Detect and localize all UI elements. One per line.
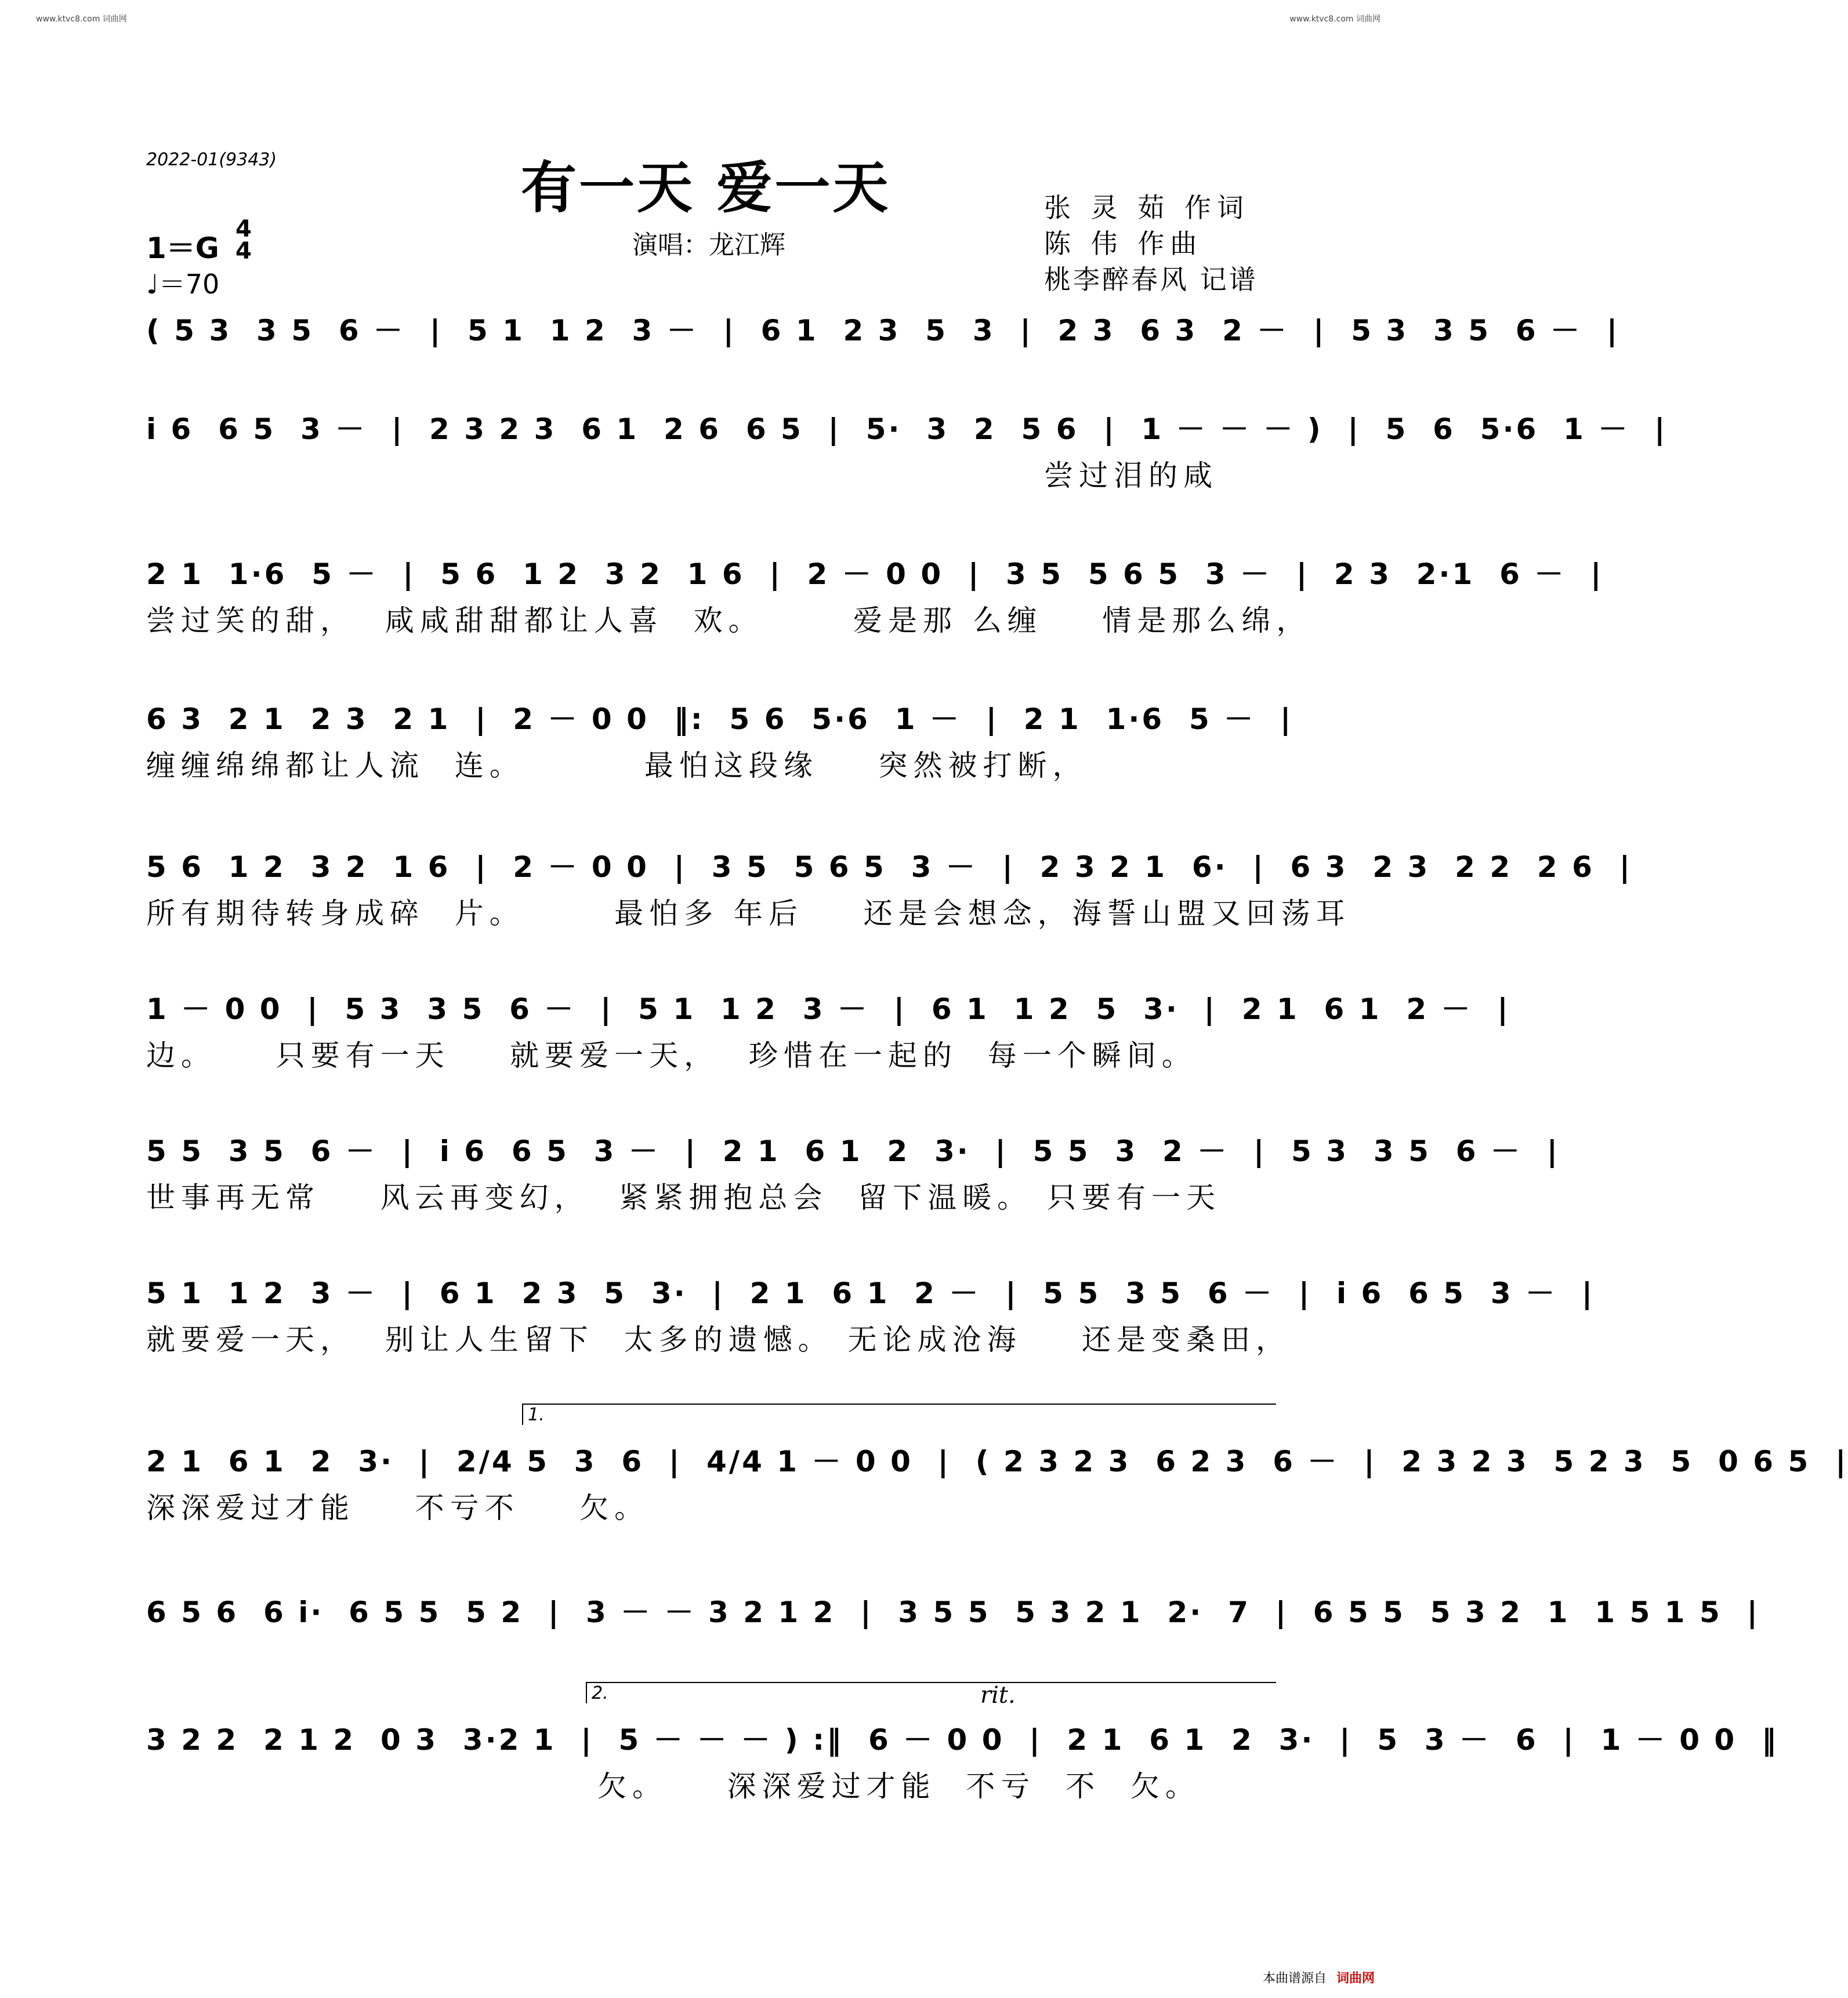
watermark-left: www.ktvc8.com 词曲网 — [36, 14, 127, 24]
notation-line-3: 2 1 1·6 5 － | 5 6 1 2 3 2 1 6 | 2 － 0 0 | 3 5 5 6 5 3 － | 2 3 2·1 6 － | — [146, 557, 1604, 591]
lyric-line-6: 边。 只要有一天 就要爱一天， 珍惜在一起的 每一个瞬间。 — [146, 1039, 1197, 1072]
notation-line-8: 5 1 1 2 3 － | 6 1 2 3 5 3· | 2 1 6 1 2 － | 5 5 3 5 6 － | i 6 6 5 3 － | — [146, 1277, 1595, 1310]
tempo-marking: ♩＝70 — [146, 269, 220, 300]
notation-line-1: ( 5 3 3 5 6 － | 5 1 1 2 3 － | 6 1 2 3 5 3 | 2 3 6 3 2 － | 5 3 3 5 6 － | — [146, 314, 1620, 347]
ritardando-mark: rit. — [980, 1682, 1016, 1709]
lyric-line-8: 就要爱一天， 别让人生留下 太多的遗憾。 无论成沧海 还是变桑田， — [146, 1323, 1291, 1357]
song-title: 有一天 爱一天 — [521, 155, 891, 220]
lyric-line-3: 尝过笑的甜， 咸咸甜甜都让人喜 欢。 爱是那 么缠 情是那么绵， — [146, 604, 1311, 637]
lyric-line-11: 欠。 深深爱过才能 不亏 不 欠。 — [597, 1769, 1200, 1803]
notation-line-6: 1 － 0 0 | 5 3 3 5 6 － | 5 1 1 2 3 － | 6 1 1 2 5 3· | 2 1 6 1 2 － | — [146, 992, 1510, 1026]
notation-line-11: 3 2 2 2 1 2 0 3 3·2 1 | 5 － － － ) :‖ 6 － 0 0 | 2 1 6 1 2 3· | 5 3 － 6 | 1 － 0 0 ‖ — [146, 1723, 1779, 1757]
footer-source — [1263, 1968, 1375, 1986]
lyric-line-2: 尝过泪的咸 — [1044, 459, 1218, 492]
lyric-line-5: 所有期待转身成碎 片。 最怕多 年后 还是会想念，海誓山盟又回荡耳 — [146, 897, 1351, 930]
singer-credit: 演唱：龙江辉 — [632, 230, 785, 260]
lyricist-credit: 张 灵 茹 作词 — [1044, 192, 1249, 223]
time-signature — [235, 218, 252, 262]
notation-line-2: i 6 6 5 3 － | 2 3 2 3 6 1 2 6 6 5 | 5· 3 2 5 6 | 1 － － － ) | 5 6 5·6 1 － | — [146, 412, 1668, 446]
watermark-right: www.ktvc8.com 词曲网 — [1289, 14, 1380, 24]
volta-bracket-1: 1. — [522, 1404, 1276, 1425]
lyric-line-4: 缠缠绵绵都让人流 连。 最怕这段缘 突然被打断， — [146, 749, 1088, 782]
notation-line-9: 2 1 6 1 2 3· | 2/4 5 3 6 | 4/4 1 － 0 0 | ( 2 3 2 3 6 2 3 6 － | 2 3 2 3 5 2 3 5 0 6 5 | — [146, 1445, 1848, 1478]
transcriber-credit: 桃李醉春风 记谱 — [1044, 264, 1258, 295]
lyric-line-7: 世事再无常 风云再变幻， 紧紧拥抱总会 留下温暖。 只要有一天 — [146, 1181, 1222, 1214]
date-code: 2022-01(9343) — [146, 150, 277, 170]
time-top: 4 — [235, 216, 252, 242]
volta-bracket-2: 2. — [586, 1682, 1276, 1703]
notation-line-10: 6 5 6 6 i· 6 5 5 5 2 | 3 － － 3 2 1 2 | 3 5 5 5 3 2 1 2· 7 | 6 5 5 5 3 2 1 1 5 1 5 | — [146, 1596, 1760, 1629]
key-signature: 1＝G — [146, 231, 219, 265]
notation-line-5: 5 6 1 2 3 2 1 6 | 2 － 0 0 | 3 5 5 6 5 3 － | 2 3 2 1 6· | 6 3 2 3 2 2 2 6 | — [146, 850, 1632, 884]
time-bottom: 4 — [235, 238, 252, 264]
notation-line-7: 5 5 3 5 6 － | i 6 6 5 3 － | 2 1 6 1 2 3· | 5 5 3 2 － | 5 3 3 5 6 － | — [146, 1134, 1560, 1168]
notation-line-4: 6 3 2 1 2 3 2 1 | 2 － 0 0 ‖: 5 6 5·6 1 － | 2 1 1·6 5 － | — [146, 702, 1293, 736]
composer-credit: 陈 伟 作曲 — [1044, 228, 1203, 259]
lyric-line-9: 深深爱过才能 不亏不 欠。 — [146, 1491, 650, 1525]
footer-brand: 词曲网 — [1336, 1971, 1375, 1986]
footer-prefix: 本曲谱源自 — [1262, 1971, 1327, 1986]
